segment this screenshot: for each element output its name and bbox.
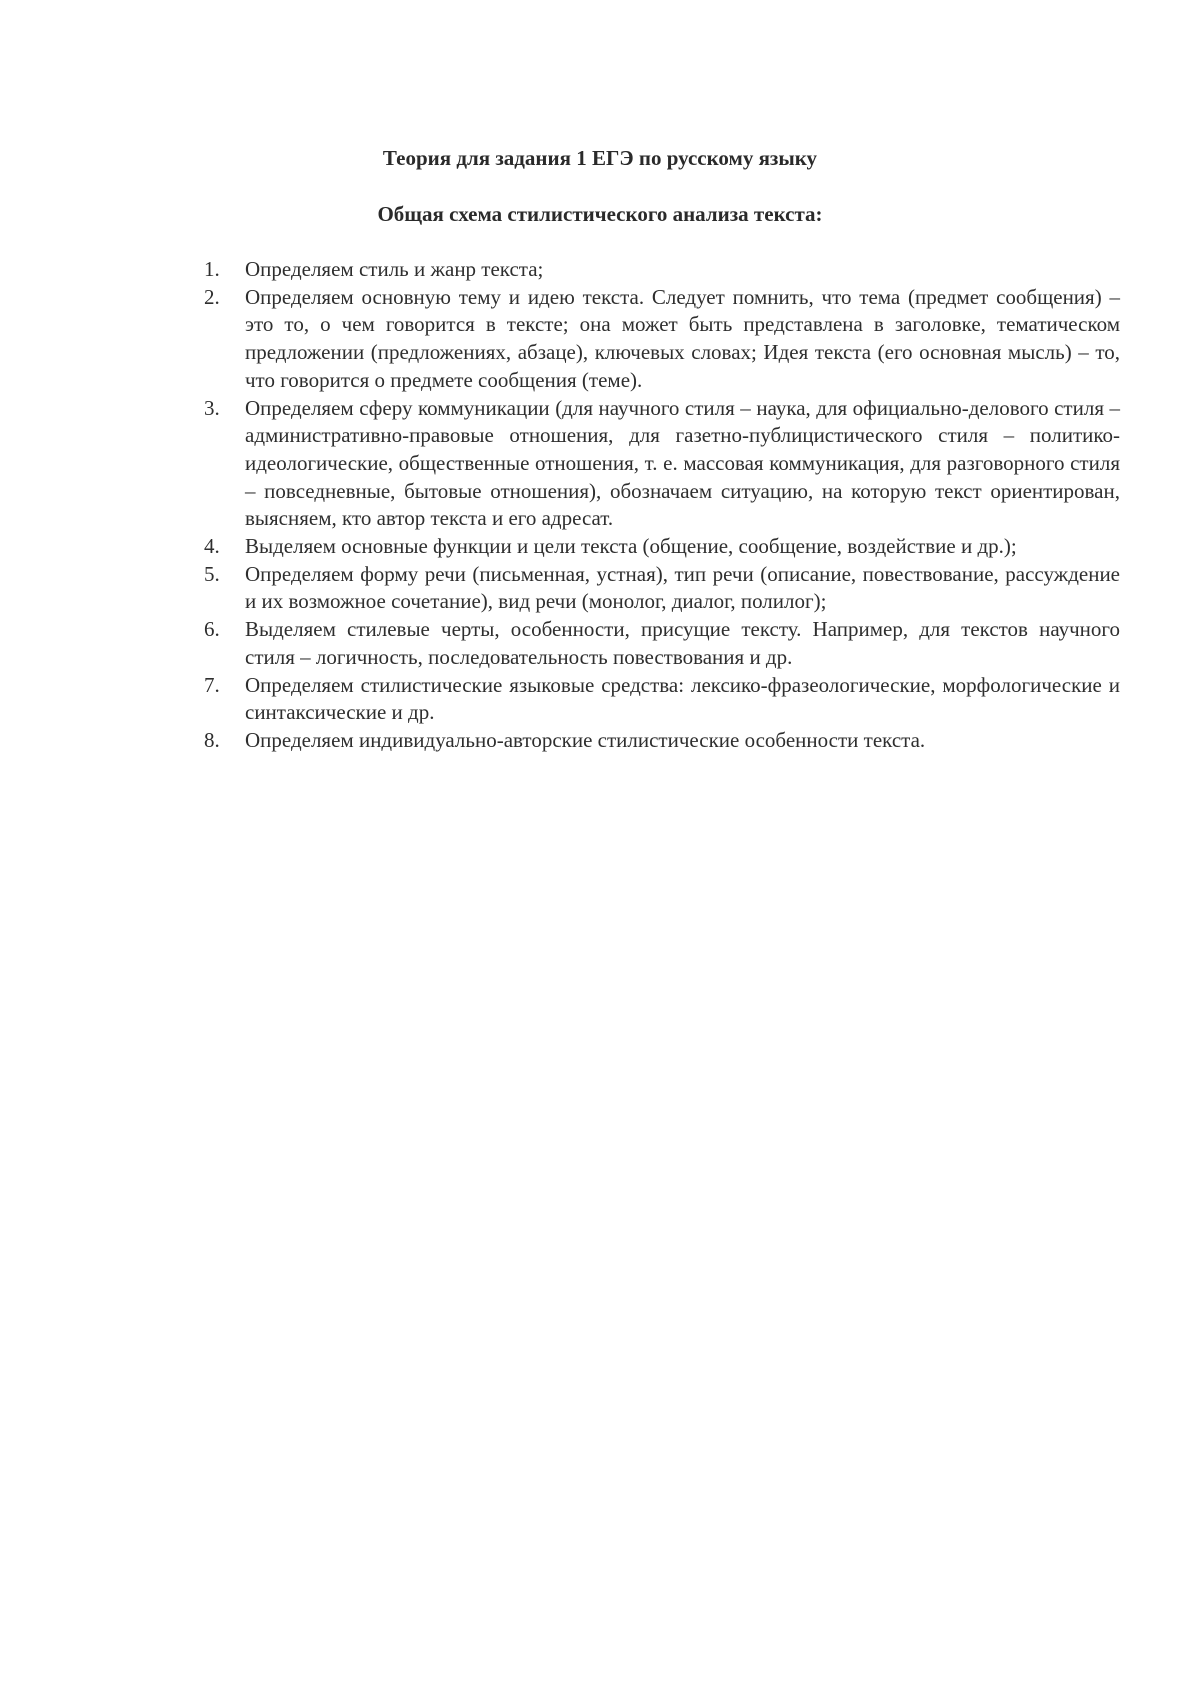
list-item-number: 2. xyxy=(204,284,220,309)
list-item-text: Определяем основную тему и идею текста. Следует помнить, что тема (предмет сообщения) – это то, о чем говорится в тексте; она может быть представлена в заголовке, тематическом предложении (предложениях, абзаце), ключевых словах; Идея текста (его основная мысль) – то, что говорится о предмете сообщения (теме). xyxy=(245,284,1120,392)
list-item xyxy=(196,533,1120,561)
list-item xyxy=(196,284,1120,395)
list-item xyxy=(196,672,1120,727)
list-item-text: Определяем стилистические языковые средства: лексико-фразеологические, морфологические и синтаксические и др. xyxy=(245,672,1120,725)
list-item xyxy=(196,256,1120,284)
list-item xyxy=(196,395,1120,534)
list-item-text: Выделяем стилевые черты, особенности, присущие тексту. Например, для текстов научного стиля – логичность, последовательность повествования и др. xyxy=(245,617,1120,669)
list-item-number: 3. xyxy=(204,395,220,420)
list-item xyxy=(196,561,1120,616)
list-item xyxy=(196,616,1120,671)
list-item-text: Определяем сферу коммуникации (для научного стиля – наука, для официально-делового стиля – административно-правовые отношения, для газетно-публицистического стиля – политико-идеологические, общественные отношения, т. е. массовая коммуникация, для разговорного стиля – повседневные, бытовые отношения), обозначаем ситуацию, на которую текст ориентирован, выясняем, кто автор текста и его адресат. xyxy=(245,395,1120,531)
list-item-number: 6. xyxy=(204,617,220,642)
list-item-number: 8. xyxy=(204,727,220,752)
list-item-number: 1. xyxy=(204,257,220,281)
page-title: Теория для задания 1 ЕГЭ по русскому языку xyxy=(382,146,818,170)
list-item-number: 4. xyxy=(204,534,220,559)
section-heading: Общая схема стилистического анализа текста: xyxy=(377,202,823,226)
analysis-steps-list xyxy=(196,256,1120,755)
list-item xyxy=(196,727,1120,755)
list-item-text: Выделяем основные функции и цели текста (общение, сообщение, воздействие и др.); xyxy=(245,534,1017,559)
list-item-text: Определяем индивидуально-авторские стилистические особенности текста. xyxy=(245,727,926,752)
list-item-number: 7. xyxy=(204,672,220,697)
list-item-text: Определяем стиль и жанр текста; xyxy=(245,257,544,281)
list-item-number: 5. xyxy=(204,561,220,586)
list-item-text: Определяем форму речи (письменная, устная), тип речи (описание, повествование, рассуждение и их возможное сочетание), вид речи (монолог, диалог, полилог); xyxy=(245,561,1120,614)
